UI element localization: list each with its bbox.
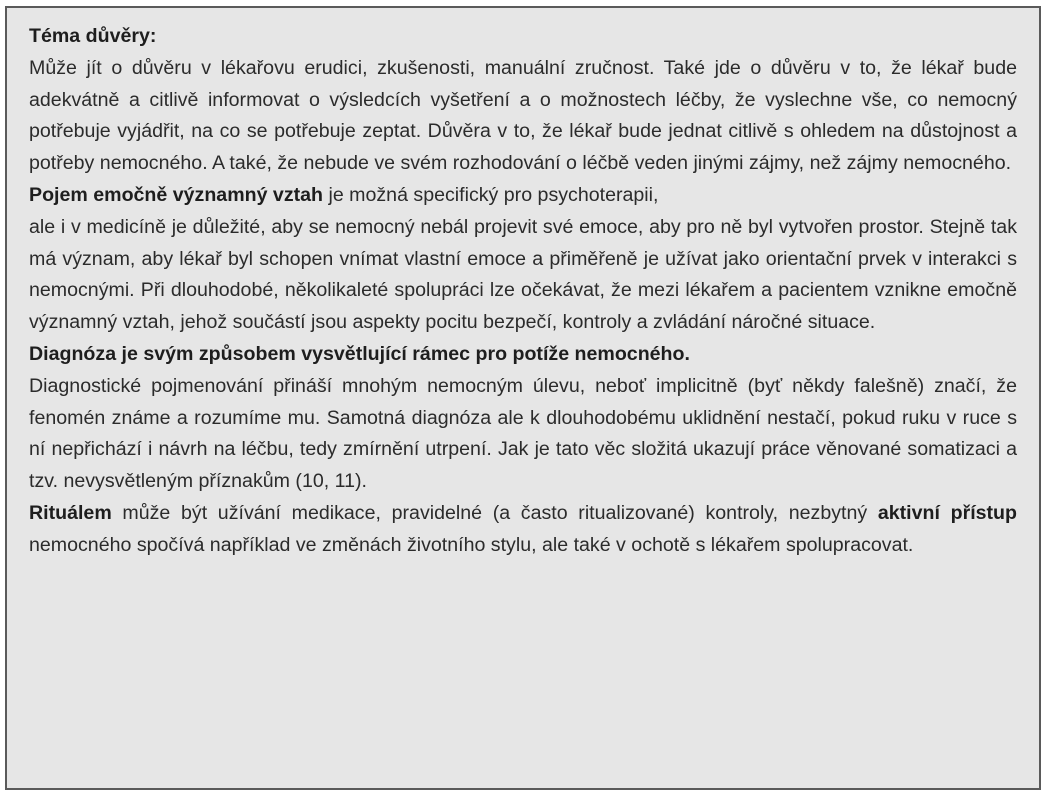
diagnosis-heading: Diagnóza je svým způsobem vysvětlující rámec pro potíže nemocného. [29, 342, 690, 365]
ritual-paragraph [29, 498, 1017, 562]
ritual-term: Rituálem [29, 501, 112, 524]
diagnosis-paragraph: Diagnostické pojmenování přináší mnohým nemocným úlevu, neboť implicitně (byť někdy falešně) značí, že fenomén známe a rozumíme mu. Samotná diagnóza ale k dlouhodobému uklidnění nestačí, pokud ruku v ruce s ní nepřichází i návrh na léčbu, tedy zmírnění utrpení. Jak je tato věc složitá ukazují práce věnované somatizaci a tzv. nevysvětleným příznakům (10, 11). [29, 374, 1017, 493]
emotional-relationship-continuation: ale i v medicíně je důležité, aby se nemocný nebál projevit své emoce, aby pro ně byl vytvořen prostor. Stejně tak má význam, aby lékař byl schopen vnímat vlastní emoce a přiměřeně je užívat jako orientační prvek v interakci s nemocnými. Při dlouhodobé, několikaleté spolupráci lze očekávat, že mezi lékařem a pacientem vznikne emočně významný vztah, jehož součástí jsou aspekty pocitu bezpečí, kontroly a zvládání náročné situace. [29, 215, 1017, 334]
text-box [5, 6, 1041, 790]
ritual-text-2: nemocného spočívá například ve změnách životního stylu, ale také v ochotě s lékařem spolupracovat. [29, 533, 914, 556]
active-approach-term: aktivní přístup [877, 501, 1017, 524]
trust-paragraph: Může jít o důvěru v lékařovu erudici, zkušenosti, manuální zručnost. Také jde o důvěru v to, že lékař bude adekvátně a citlivě informovat o výsledcích vyšetření a o možnostech léčby, že vyslechne vše, co nemocný potřebuje vyjádřit, na co se potřebuje zeptat. Důvěra v to, že lékař bude jednat citlivě s ohledem na důstojnost a potřeby nemocného. A také, že nebude ve svém rozhodování o léčbě veden jinými zájmy, než zájmy nemocného. [29, 56, 1017, 175]
box-title: Téma důvěry: [29, 25, 157, 47]
emotional-relationship-paragraph [29, 180, 1017, 212]
emotional-relationship-intro: je možná specifický pro psychoterapii, [323, 183, 659, 206]
ritual-text-1: může být užívání medikace, pravidelné (a často ritualizované) kontroly, nezbytný [111, 501, 878, 524]
emotional-relationship-term: Pojem emočně významný vztah [29, 183, 324, 206]
